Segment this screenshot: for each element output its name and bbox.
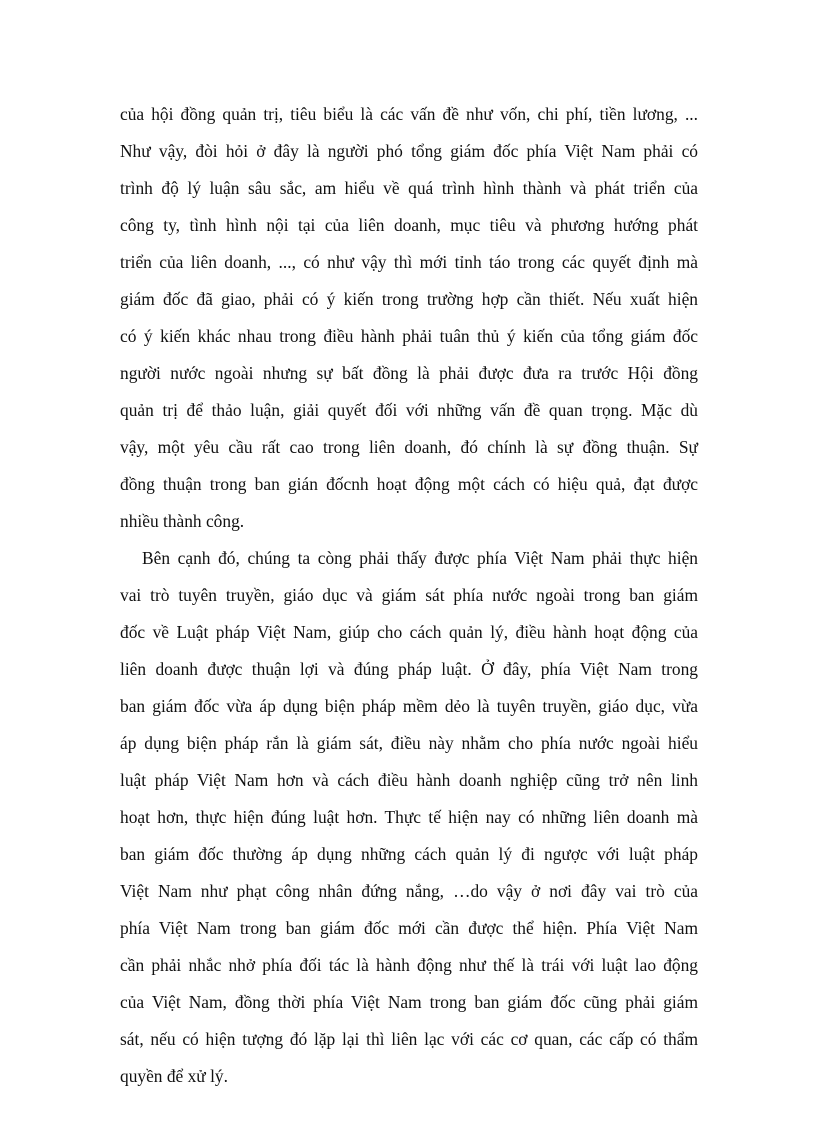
text-line: trình độ lý luận sâu sắc, am hiểu về quá trình hình thành và phát triển của xyxy=(120,178,698,198)
text-line: Việt Nam như phạt công nhân đứng nắng, …do vậy ở nơi đây vai trò của xyxy=(120,881,698,901)
text-line: triển của liên doanh, ..., có như vậy thì mới tỉnh táo trong các quyết định mà xyxy=(120,252,698,272)
text-line: áp dụng biện pháp rắn là giám sát, điều này nhằm cho phía nước ngoài hiểu xyxy=(120,733,698,753)
text-line: người nước ngoài nhưng sự bất đồng là phải được đưa ra trước Hội đồng xyxy=(120,363,698,383)
text-line: Bên cạnh đó, chúng ta còng phải thấy được phía Việt Nam phải thực hiện xyxy=(142,548,698,568)
text-line: hoạt hơn, thực hiện đúng luật hơn. Thực tế hiện nay có những liên doanh mà xyxy=(120,807,698,827)
text-line: quyền để xử lý. xyxy=(120,1066,228,1086)
text-line: vai trò tuyên truyền, giáo dục và giám sát phía nước ngoài trong ban giám xyxy=(120,585,698,605)
text-line: luật pháp Việt Nam hơn và cách điều hành doanh nghiệp cũng trở nên linh xyxy=(120,770,698,790)
text-line: nhiều thành công. xyxy=(120,511,245,531)
text-line: vậy, một yêu cầu rất cao trong liên doanh, đó chính là sự đồng thuận. Sự xyxy=(120,437,698,457)
text-line: giám đốc đã giao, phải có ý kiến trong trường hợp cần thiết. Nếu xuất hiện xyxy=(120,289,698,309)
text-line: đồng thuận trong ban gián đốcnh hoạt động một cách có hiệu quả, đạt được xyxy=(120,474,698,494)
text-line: ban giám đốc thường áp dụng những cách quản lý đi ngược với luật pháp xyxy=(120,844,698,864)
text-line: liên doanh được thuận lợi và đúng pháp luật. Ở đây, phía Việt Nam trong xyxy=(120,659,698,679)
text-line: phía Việt Nam trong ban giám đốc mới cần được thể hiện. Phía Việt Nam xyxy=(120,918,698,938)
text-line: công ty, tình hình nội tại của liên doanh, mục tiêu và phương hướng phát xyxy=(120,215,698,235)
text-line: ban giám đốc vừa áp dụng biện pháp mềm dẻo là tuyên truyền, giáo dục, vừa xyxy=(120,696,698,716)
text-line: cần phải nhắc nhở phía đối tác là hành động như thế là trái với luật lao động xyxy=(120,955,698,975)
text-line: Như vậy, đòi hỏi ở đây là người phó tổng giám đốc phía Việt Nam phải có xyxy=(120,141,698,161)
text-line: của Việt Nam, đồng thời phía Việt Nam trong ban giám đốc cũng phải giám xyxy=(120,992,698,1012)
text-line: của hội đồng quản trị, tiêu biểu là các vấn đề như vốn, chi phí, tiền lương, ... xyxy=(120,104,698,124)
text-line: có ý kiến khác nhau trong điều hành phải tuân thủ ý kiến của tổng giám đốc xyxy=(120,326,698,346)
text-line: đốc về Luật pháp Việt Nam, giúp cho cách quản lý, điều hành hoạt động của xyxy=(120,622,698,642)
text-line: sát, nếu có hiện tượng đó lặp lại thì liên lạc với các cơ quan, các cấp có thẩm xyxy=(120,1029,698,1049)
text-line: quản trị để thảo luận, giải quyết đối với những vấn đề quan trọng. Mặc dù xyxy=(120,400,698,420)
